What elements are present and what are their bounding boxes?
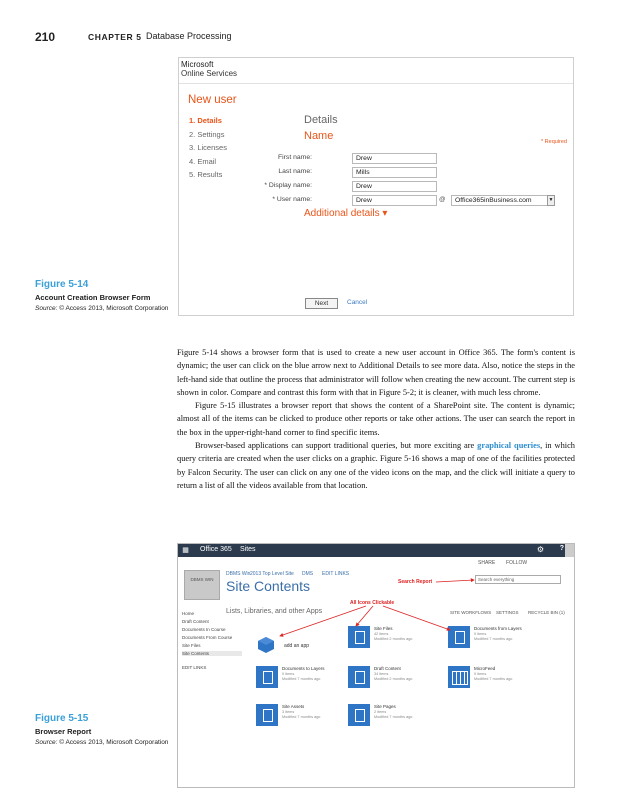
key-term: graphical queries: [477, 441, 541, 451]
share-button[interactable]: SHARE: [478, 560, 496, 566]
body-text: [177, 346, 575, 492]
tile-meta: 0 items Modified 7 months ago: [474, 672, 513, 681]
add-app-link[interactable]: add an app: [284, 643, 310, 649]
tile-meta: 0 items Modified 7 months ago: [282, 672, 321, 681]
first-name-row: [179, 153, 573, 165]
cancel-link[interactable]: Cancel: [347, 299, 368, 306]
display-name-input[interactable]: Drew: [352, 181, 437, 192]
first-name-label: First name:: [278, 154, 312, 161]
chevron-down-icon[interactable]: ▼: [547, 195, 555, 206]
section-title: Lists, Libraries, and other Apps: [226, 608, 323, 615]
first-name-input[interactable]: Drew: [352, 153, 437, 164]
app-launcher-icon[interactable]: ▦: [182, 547, 189, 554]
display-name-row: [179, 181, 573, 193]
required-note: * Required: [541, 139, 567, 145]
user-name-row: [179, 195, 573, 207]
new-user-heading: New user: [188, 94, 237, 106]
at-sign: @: [439, 196, 446, 203]
icons-clickable-annotation: All Icons Clickable: [350, 600, 395, 606]
gear-icon[interactable]: ⚙: [536, 545, 544, 554]
display-name-label: * Display name:: [264, 182, 312, 189]
tile-name[interactable]: MicroFeed: [474, 666, 496, 671]
tile-meta: 3 items Modified 7 months ago: [282, 710, 321, 719]
chapter-label: CHAPTER 5: [88, 32, 142, 42]
step-licenses[interactable]: 3. Licenses: [189, 143, 227, 152]
site-logo[interactable]: DBMS WIN: [184, 570, 220, 600]
user-name-input[interactable]: Drew: [352, 195, 437, 206]
additional-details-toggle[interactable]: Additional details ▾: [304, 208, 388, 219]
tile-meta: 0 items Modified 7 months ago: [474, 632, 513, 641]
ms-online-header: [179, 58, 573, 84]
sites-link[interactable]: Sites: [240, 546, 256, 553]
nav-link-top-level-site[interactable]: 2013 Top Level Site: [250, 571, 294, 577]
figure-label: Figure 5-15: [35, 713, 89, 724]
edit-links-top[interactable]: EDIT LINKS: [322, 571, 350, 577]
domain-select[interactable]: Office365inBusiness.com: [451, 195, 555, 206]
paragraph: Figure 5-15 illustrates a browser report that shows the content of a SharePoint site. The content is dynamic; almost all of the items can be clicked to produce other reports or take other actions. The user can search the report in the box in the upper-right-hand corner to find specific items.: [177, 401, 575, 437]
help-icon[interactable]: ?: [559, 545, 564, 552]
tile-meta: 34 items Modified 2 months ago: [374, 672, 413, 681]
follow-button[interactable]: FOLLOW: [506, 560, 528, 566]
left-nav-site-files[interactable]: Site Files: [182, 643, 201, 648]
left-nav-site-contents[interactable]: Site Contents: [182, 651, 242, 656]
figure-5-15-caption: [35, 713, 175, 747]
figure-title: Account Creation Browser Form: [35, 293, 151, 302]
search-input[interactable]: Search everything: [475, 575, 561, 584]
step-email[interactable]: 4. Email: [189, 156, 217, 166]
step-settings[interactable]: 2. Settings: [189, 129, 225, 139]
user-name-label: * User name:: [272, 196, 312, 203]
figure-source: Source: © Access 2013, Microsoft Corporation: [35, 739, 169, 746]
figure-title: Browser Report: [35, 727, 92, 736]
tile-name[interactable]: Site Pages: [374, 704, 396, 709]
tile-name[interactable]: Site Assets: [282, 704, 305, 709]
settings-button[interactable]: SETTINGS: [496, 610, 519, 615]
left-nav-documents-in[interactable]: Documents In Course: [182, 627, 226, 632]
left-nav-draft-content[interactable]: Draft Content: [182, 619, 209, 624]
tile-meta: 42 items Modified 2 months ago: [374, 632, 413, 641]
last-name-input[interactable]: Mills: [352, 167, 437, 178]
arrow-to-add-app: [280, 606, 366, 636]
nav-link-dbms-win[interactable]: DBMS Win: [226, 571, 251, 577]
search-report-annotation: Search Report: [398, 579, 433, 585]
online-services-text: Online Services: [181, 69, 238, 78]
figure-source: Source: © Access 2013, Microsoft Corporation: [35, 305, 169, 312]
site-workflows-button[interactable]: SITE WORKFLOWS: [450, 610, 492, 615]
arrow-to-documents: [383, 606, 450, 630]
nav-link-dms[interactable]: DMS: [302, 571, 314, 577]
step-results[interactable]: 5. Results: [189, 170, 223, 179]
figure-5-15-screenshot: [177, 543, 575, 788]
last-name-label: Last name:: [278, 168, 312, 175]
left-nav-documents-from[interactable]: Documents From Course: [182, 635, 233, 640]
details-section-title: Details: [304, 114, 338, 126]
paragraph: Browser-based applications can support traditional queries, but more exciting are graphical queries, in which query criteria are created when the user clicks on a graphic. Figure 5-16 shows a map of one of the facilities protected by Falcon Security. The user can click on any one of the video icons on the map, and the click will initiate a query to return a list of all the videos available from that location.: [177, 441, 575, 490]
page-title: Site Contents: [226, 578, 311, 594]
left-nav-home[interactable]: Home: [182, 611, 195, 616]
name-section-title: Name: [304, 130, 334, 142]
microsoft-logo-text: Microsoft: [181, 60, 214, 69]
figure-label: Figure 5-14: [35, 279, 89, 290]
annotation-arrows: [178, 544, 575, 788]
arrow-to-search: [436, 580, 474, 582]
figure-5-14-caption: [35, 279, 175, 313]
tile-name[interactable]: Documents from Layers: [474, 626, 522, 631]
paragraph: Figure 5-14 shows a browser form that is used to create a new user account in Office 365. The form's content is dynamic; the user can click on the blue arrow next to Additional Details to see more data. Also, notice the steps in the left-hand side that outline the process that administrator will follow when creating the new account. The current step is shown in color. Compare and contrast this form with that in Figure 5-2; it is cleaner, with much less chrome.: [177, 348, 575, 397]
step-details[interactable]: 1. Details: [189, 116, 222, 125]
last-name-row: [179, 167, 573, 179]
figure-5-14-screenshot: [178, 57, 574, 316]
tile-name[interactable]: Draft Content: [374, 666, 401, 671]
tile-name[interactable]: Site Files: [374, 626, 393, 631]
recycle-bin-button[interactable]: RECYCLE BIN (1): [528, 610, 565, 615]
next-button[interactable]: Next: [305, 298, 338, 309]
chapter-title: Database Processing: [146, 31, 232, 41]
left-nav-edit-links[interactable]: EDIT LINKS: [182, 665, 207, 670]
page-number: 210: [35, 30, 56, 44]
suite-name[interactable]: Office 365: [200, 546, 232, 553]
tile-name[interactable]: Documents to Layers: [282, 666, 325, 671]
tile-meta: 2 items Modified 7 months ago: [374, 710, 413, 719]
